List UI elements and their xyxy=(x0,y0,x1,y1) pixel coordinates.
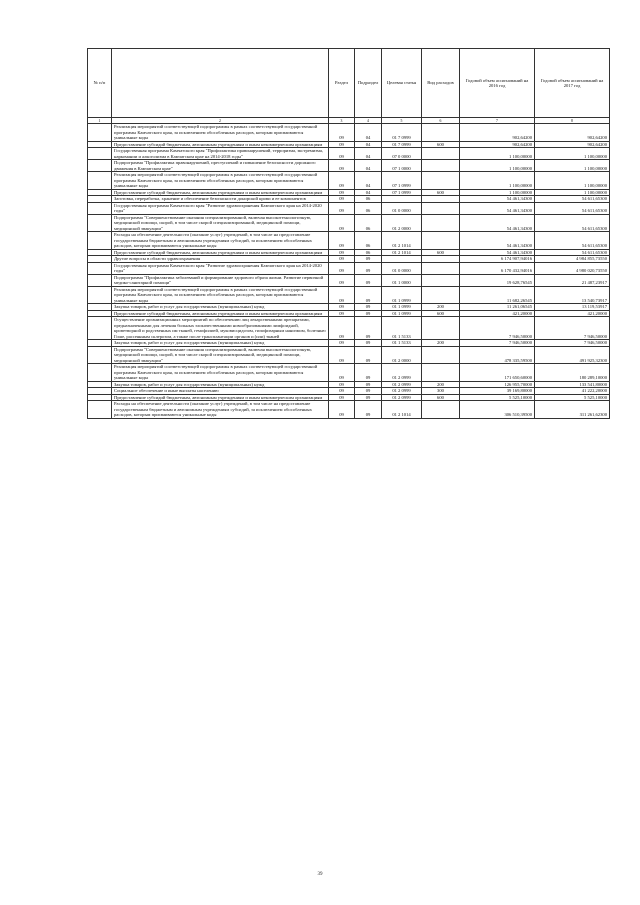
row-razdel-cell: 09 xyxy=(329,394,355,401)
row-vid-cell xyxy=(422,346,460,364)
row-statya-cell: 01 2 0999 xyxy=(382,394,422,401)
row-podrazdel-cell: 09 xyxy=(355,394,382,401)
row-razdel-cell: 09 xyxy=(329,262,355,274)
row-2016-cell: 54 461,34300 xyxy=(460,196,535,203)
row-statya-cell: 01 1 0000 xyxy=(382,274,422,286)
row-podrazdel-cell: 09 xyxy=(355,317,382,340)
row-name-cell: Государственная программа Камчатского края "Развитие здравоохранения Камчатского края на 2014-2020 годы" xyxy=(112,202,329,214)
table-row xyxy=(88,317,610,340)
column-number: 1 xyxy=(88,118,112,124)
row-statya-cell: 01 2 1014 xyxy=(382,401,422,419)
row-razdel-cell: 09 xyxy=(329,232,355,250)
row-number-cell xyxy=(88,124,112,142)
row-podrazdel-cell: 04 xyxy=(355,148,382,160)
row-2016-cell: 7 946,50000 xyxy=(460,317,535,340)
row-2016-cell: 1 100,00000 xyxy=(460,148,535,160)
row-2016-cell: 54 461,34300 xyxy=(460,232,535,250)
row-razdel-cell: 09 xyxy=(329,388,355,395)
row-podrazdel-cell: 09 xyxy=(355,274,382,286)
row-podrazdel-cell: 04 xyxy=(355,160,382,172)
row-2016-cell: 902,64200 xyxy=(460,141,535,148)
row-vid-cell: 200 xyxy=(422,340,460,347)
table-row xyxy=(88,286,610,304)
row-2016-cell: 126 955,70000 xyxy=(460,381,535,388)
column-number: 3 xyxy=(329,118,355,124)
row-statya-cell: 07 1 0999 xyxy=(382,189,422,196)
row-vid-cell xyxy=(422,364,460,382)
row-vid-cell: 600 xyxy=(422,189,460,196)
row-2016-cell: 54 461,34300 xyxy=(460,202,535,214)
table-row xyxy=(88,202,610,214)
row-2017-cell: 4 980 020,73550 xyxy=(535,262,610,274)
row-podrazdel-cell: 04 xyxy=(355,141,382,148)
column-number: 8 xyxy=(535,118,610,124)
row-number-cell xyxy=(88,401,112,419)
row-vid-cell xyxy=(422,262,460,274)
row-vid-cell xyxy=(422,202,460,214)
row-2017-cell: 902,64200 xyxy=(535,124,610,142)
row-2017-cell: 7 946,50000 xyxy=(535,317,610,340)
row-podrazdel-cell: 04 xyxy=(355,172,382,190)
row-podrazdel-cell: 09 xyxy=(355,388,382,395)
row-2016-cell: 421,20000 xyxy=(460,310,535,317)
header-podrazdel: Подраздел xyxy=(355,49,382,118)
row-2017-cell: 54 611,65300 xyxy=(535,232,610,250)
row-vid-cell: 200 xyxy=(422,381,460,388)
row-2016-cell: 7 946,50000 xyxy=(460,340,535,347)
row-statya-cell: 01 2 0999 xyxy=(382,388,422,395)
row-2016-cell: 171 650,60000 xyxy=(460,364,535,382)
row-vid-cell: 200 xyxy=(422,304,460,311)
row-razdel-cell: 09 xyxy=(329,310,355,317)
row-name-cell: Предоставление субсидий бюджетным, автономным учреждениям и иным некоммерческим организациям xyxy=(112,141,329,148)
row-podrazdel-cell: 09 xyxy=(355,381,382,388)
table-row xyxy=(88,214,610,232)
row-name-cell: Подпрограмма "Совершенствование оказания специализированной, включая высокотехнологичную, медицинской помощи, скорой, в том числе скорой специализированной, медицинской помощи, медицинской эвакуации" xyxy=(112,214,329,232)
table-row xyxy=(88,274,610,286)
row-vid-cell xyxy=(422,317,460,340)
row-2017-cell: 7 946,50000 xyxy=(535,340,610,347)
header-name xyxy=(112,49,329,118)
page-number: 39 xyxy=(317,872,323,877)
table-row xyxy=(88,346,610,364)
row-name-cell: Расходы на обеспечение деятельности (оказание услуг) учреждений, в том числе на предоставление государственным бюджетным и автономным учреждениям субсидий, за исключением обособленных расходов, которым присваиваются уникальные коды xyxy=(112,401,329,419)
row-number-cell xyxy=(88,172,112,190)
row-vid-cell xyxy=(422,274,460,286)
row-number-cell xyxy=(88,317,112,340)
row-statya-cell: 01 2 0000 xyxy=(382,214,422,232)
row-podrazdel-cell: 06 xyxy=(355,249,382,256)
row-name-cell: Осуществление организационных мероприятий по обеспечению лиц лекарственными препаратами, предназначенными для лечения больных злокачественными новообразованиями лимфоидной, кроветворной и родственных им тканей, гемофилией, муковисцидозом, гипофизарным нанизмом, болезнью Гоше, рассеянным склерозом, а также после трансплантации органов и (или) тканей xyxy=(112,317,329,340)
row-razdel-cell: 09 xyxy=(329,346,355,364)
table-row xyxy=(88,401,610,419)
row-vid-cell: 600 xyxy=(422,394,460,401)
row-podrazdel-cell: 06 xyxy=(355,202,382,214)
row-number-cell xyxy=(88,346,112,364)
row-razdel-cell: 09 xyxy=(329,148,355,160)
column-number: 2 xyxy=(112,118,329,124)
row-razdel-cell: 09 xyxy=(329,160,355,172)
row-vid-cell xyxy=(422,232,460,250)
row-statya-cell: 01 2 0000 xyxy=(382,346,422,364)
row-number-cell xyxy=(88,262,112,274)
row-number-cell xyxy=(88,214,112,232)
row-razdel-cell: 09 xyxy=(329,364,355,382)
row-2016-cell: 6 174 907,94016 xyxy=(460,256,535,263)
row-2016-cell: 11 261,06545 xyxy=(460,304,535,311)
row-vid-cell: 600 xyxy=(422,141,460,148)
header-number: № п/п xyxy=(88,49,112,118)
row-2016-cell: 306 510,39500 xyxy=(460,401,535,419)
row-name-cell: Закупка товаров, работ и услуг для государственных (муниципальных) нужд xyxy=(112,381,329,388)
row-2017-cell: 5 525,10000 xyxy=(535,394,610,401)
row-name-cell: Подпрограмма "Профилактика заболеваний и формирование здорового образа жизни. Развитие первичной медико-санитарной помощи" xyxy=(112,274,329,286)
row-statya-cell: 07 1 0999 xyxy=(382,172,422,190)
row-2017-cell: 421,20000 xyxy=(535,310,610,317)
row-number-cell xyxy=(88,160,112,172)
row-name-cell: Реализация мероприятий соответствующей подпрограммы в рамках соответствующей государственной программы Камчатского края, за исключением обособленных расходов, которым присваиваются уникальные коды xyxy=(112,172,329,190)
row-razdel-cell: 09 xyxy=(329,124,355,142)
row-2016-cell: 11 682,26545 xyxy=(460,286,535,304)
row-razdel-cell: 09 xyxy=(329,381,355,388)
row-2017-cell: 1 100,00000 xyxy=(535,189,610,196)
row-2017-cell: 54 611,65300 xyxy=(535,202,610,214)
row-2017-cell: 21 487,23917 xyxy=(535,274,610,286)
row-razdel-cell: 09 xyxy=(329,189,355,196)
row-razdel-cell: 09 xyxy=(329,214,355,232)
row-razdel-cell: 09 xyxy=(329,141,355,148)
row-statya-cell: 01 1 5133 xyxy=(382,340,422,347)
table-row xyxy=(88,172,610,190)
row-vid-cell xyxy=(422,286,460,304)
row-podrazdel-cell: 06 xyxy=(355,232,382,250)
row-name-cell: Реализация мероприятий соответствующей подпрограммы в рамках соответствующей государственной программы Камчатского края, за исключением обособленных расходов, которым присваиваются уникальные коды xyxy=(112,364,329,382)
row-podrazdel-cell: 09 xyxy=(355,340,382,347)
row-podrazdel-cell: 09 xyxy=(355,304,382,311)
row-name-cell: Заготовка, переработка, хранение и обеспечение безопасности донорской крови и ее компонентов xyxy=(112,196,329,203)
header-statya: Целевая статья xyxy=(382,49,422,118)
column-number: 5 xyxy=(382,118,422,124)
row-2016-cell: 39 169,80000 xyxy=(460,388,535,395)
header-vid: Вид расходов xyxy=(422,49,460,118)
header-2017: Годовой объем ассигнований на 2017 год xyxy=(535,49,610,118)
row-podrazdel-cell: 09 xyxy=(355,310,382,317)
row-statya-cell: 07 0 0000 xyxy=(382,148,422,160)
row-2016-cell: 6 170 432,94016 xyxy=(460,262,535,274)
table-body xyxy=(88,124,610,419)
row-razdel-cell: 09 xyxy=(329,304,355,311)
table-row xyxy=(88,364,610,382)
row-name-cell: Реализация мероприятий соответствующей подпрограммы в рамках соответствующей государственной программы Камчатского края, за исключением обособленных расходов, которым присваиваются уникальные коды xyxy=(112,286,329,304)
row-2017-cell: 1 100,00000 xyxy=(535,160,610,172)
row-statya-cell: 01 0 0000 xyxy=(382,262,422,274)
row-number-cell xyxy=(88,148,112,160)
row-vid-cell: 600 xyxy=(422,310,460,317)
row-podrazdel-cell: 06 xyxy=(355,196,382,203)
row-razdel-cell: 09 xyxy=(329,249,355,256)
table-row xyxy=(88,262,610,274)
row-razdel-cell: 09 xyxy=(329,401,355,419)
row-name-cell: Предоставление субсидий бюджетным, автономным учреждениям и иным некоммерческим организациям xyxy=(112,394,329,401)
row-name-cell: Предоставление субсидий бюджетным, автономным учреждениям и иным некоммерческим организациям xyxy=(112,310,329,317)
row-2017-cell: 54 611,65300 xyxy=(535,196,610,203)
row-vid-cell xyxy=(422,214,460,232)
row-2017-cell: 1 100,00000 xyxy=(535,148,610,160)
row-2017-cell: 180 289,10000 xyxy=(535,364,610,382)
row-statya-cell: 01 1 0999 xyxy=(382,304,422,311)
row-statya-cell: 01 2 1014 xyxy=(382,249,422,256)
row-2017-cell: 1 100,00000 xyxy=(535,172,610,190)
row-2016-cell: 1 100,00000 xyxy=(460,172,535,190)
row-statya-cell: 07 1 0000 xyxy=(382,160,422,172)
row-2016-cell: 54 461,34300 xyxy=(460,249,535,256)
row-2017-cell: 491 925,32300 xyxy=(535,346,610,364)
row-number-cell xyxy=(88,202,112,214)
row-2017-cell: 13 119,53917 xyxy=(535,304,610,311)
row-vid-cell xyxy=(422,172,460,190)
row-number-cell xyxy=(88,286,112,304)
row-2016-cell: 5 525,10000 xyxy=(460,394,535,401)
row-name-cell: Реализация мероприятий соответствующей подпрограммы в рамках соответствующей государственной программы Камчатского края, за исключением обособленных расходов, которым присваиваются уникальные коды xyxy=(112,124,329,142)
table-row xyxy=(88,148,610,160)
row-2017-cell: 41 222,20000 xyxy=(535,388,610,395)
row-podrazdel-cell: 09 xyxy=(355,262,382,274)
row-name-cell: Государственная программа Камчатского края "Развитие здравоохранения Камчатского края на 2014-2020 годы" xyxy=(112,262,329,274)
row-vid-cell xyxy=(422,401,460,419)
row-razdel-cell: 09 xyxy=(329,274,355,286)
row-name-cell: Государственная программа Камчатского края "Профилактика правонарушений, терроризма, экстремизма, наркомании и алкоголизма в Камчатском крае на 2014-2018 годы" xyxy=(112,148,329,160)
row-2017-cell: 4 984 855,73550 xyxy=(535,256,610,263)
row-podrazdel-cell: 04 xyxy=(355,189,382,196)
row-podrazdel-cell: 09 xyxy=(355,286,382,304)
row-2016-cell: 1 100,00000 xyxy=(460,189,535,196)
row-vid-cell: 300 xyxy=(422,388,460,395)
row-2017-cell: 54 611,65300 xyxy=(535,249,610,256)
row-name-cell: Предоставление субсидий бюджетным, автономным учреждениям и иным некоммерческим организациям xyxy=(112,249,329,256)
row-statya-cell: 01 2 0999 xyxy=(382,364,422,382)
row-statya-cell: 01 2 1014 xyxy=(382,232,422,250)
row-name-cell: Закупка товаров, работ и услуг для государственных (муниципальных) нужд xyxy=(112,304,329,311)
row-vid-cell: 600 xyxy=(422,249,460,256)
row-number-cell xyxy=(88,274,112,286)
table-row xyxy=(88,160,610,172)
column-number: 7 xyxy=(460,118,535,124)
row-name-cell: Подпрограмма "Совершенствование оказания специализированной, включая высокотехнологичную, медицинской помощи, скорой, в том числе скорой специализированной, медицинской помощи, медицинской эвакуации" xyxy=(112,346,329,364)
row-2016-cell: 478 335,59500 xyxy=(460,346,535,364)
document-page xyxy=(87,48,609,419)
row-podrazdel-cell: 06 xyxy=(355,214,382,232)
row-statya-cell: 01 1 0999 xyxy=(382,310,422,317)
row-statya-cell: 01 0 0000 xyxy=(382,202,422,214)
row-vid-cell xyxy=(422,160,460,172)
budget-table xyxy=(87,48,610,419)
row-razdel-cell: 09 xyxy=(329,340,355,347)
row-vid-cell xyxy=(422,124,460,142)
row-razdel-cell: 09 xyxy=(329,317,355,340)
column-number: 6 xyxy=(422,118,460,124)
row-2016-cell: 902,64200 xyxy=(460,124,535,142)
row-statya-cell: 01 1 0999 xyxy=(382,286,422,304)
row-2017-cell: 54 611,65300 xyxy=(535,214,610,232)
table-header-row xyxy=(88,49,610,118)
header-2016: Годовой объем ассигнований на 2016 год xyxy=(460,49,535,118)
row-2016-cell: 1 100,00000 xyxy=(460,160,535,172)
row-razdel-cell: 09 xyxy=(329,286,355,304)
row-razdel-cell: 09 xyxy=(329,172,355,190)
row-razdel-cell: 09 xyxy=(329,202,355,214)
row-statya-cell: 01 2 0999 xyxy=(382,381,422,388)
row-statya-cell: 01 1 5133 xyxy=(382,317,422,340)
row-2017-cell: 13 540,73917 xyxy=(535,286,610,304)
row-podrazdel-cell: 09 xyxy=(355,364,382,382)
row-podrazdel-cell: 09 xyxy=(355,256,382,263)
row-2016-cell: 54 461,34300 xyxy=(460,214,535,232)
row-number-cell xyxy=(88,232,112,250)
row-statya-cell: 01 7 0999 xyxy=(382,141,422,148)
row-2017-cell: 311 261,62300 xyxy=(535,401,610,419)
row-name-cell: Социальное обеспечение и иные выплаты населению xyxy=(112,388,329,395)
row-razdel-cell: 09 xyxy=(329,196,355,203)
row-podrazdel-cell: 09 xyxy=(355,346,382,364)
column-number: 4 xyxy=(355,118,382,124)
row-2017-cell: 133 541,80000 xyxy=(535,381,610,388)
row-podrazdel-cell: 04 xyxy=(355,124,382,142)
row-vid-cell xyxy=(422,148,460,160)
row-2016-cell: 19 628,76545 xyxy=(460,274,535,286)
header-razdel: Раздел xyxy=(329,49,355,118)
row-name-cell: Подпрограмма "Профилактика правонарушений, преступлений и повышение безопасности дорожного движения в Камчатском крае" xyxy=(112,160,329,172)
row-number-cell xyxy=(88,364,112,382)
table-row xyxy=(88,124,610,142)
row-razdel-cell: 09 xyxy=(329,256,355,263)
row-podrazdel-cell: 09 xyxy=(355,401,382,419)
row-2017-cell: 902,64200 xyxy=(535,141,610,148)
row-statya-cell: 01 7 0999 xyxy=(382,124,422,142)
row-name-cell: Другие вопросы в области здравоохранения xyxy=(112,256,329,263)
row-name-cell: Расходы на обеспечение деятельности (оказание услуг) учреждений, в том числе на предоставление государственным бюджетным и автономным учреждениям субсидий, за исключением обособленных расходов, которым присваиваются уникальные коды xyxy=(112,232,329,250)
row-name-cell: Закупка товаров, работ и услуг для государственных (муниципальных) нужд xyxy=(112,340,329,347)
table-row xyxy=(88,232,610,250)
row-name-cell: Предоставление субсидий бюджетным, автономным учреждениям и иным некоммерческим организациям xyxy=(112,189,329,196)
